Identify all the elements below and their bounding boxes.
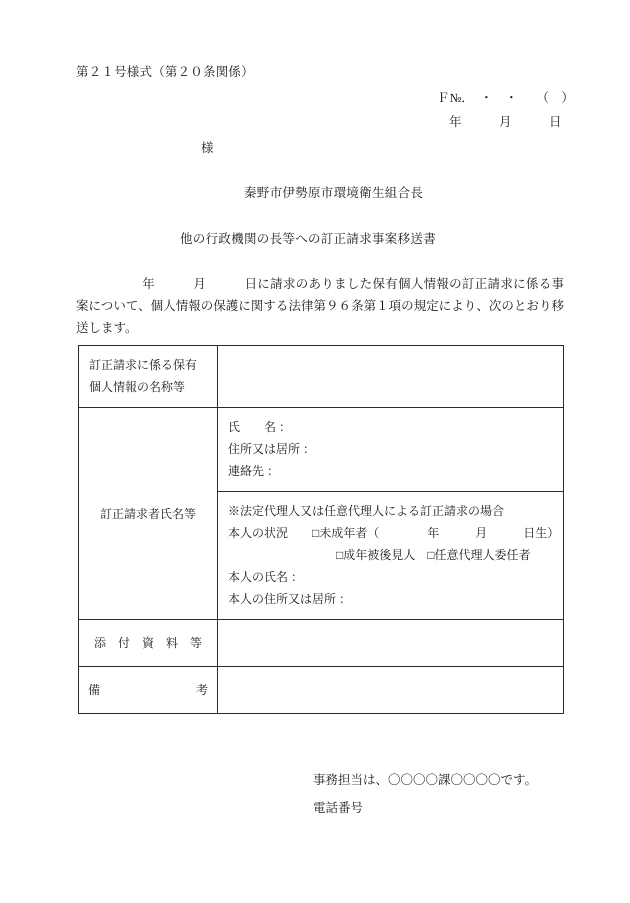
- footer-contact: 事務担当は、〇〇〇〇課〇〇〇〇です。: [313, 773, 538, 787]
- row-label-requester-text: 訂正請求者氏名等: [99, 506, 196, 521]
- footer-phone-label: 電話番号: [313, 801, 364, 815]
- requester-agent-block: [218, 492, 563, 619]
- table-row: [79, 667, 564, 714]
- row-value-remarks[interactable]: [218, 667, 564, 714]
- row-label-attachments-text: 添 付 資 料 等: [93, 636, 202, 650]
- document-title: 他の行政機関の長等への訂正請求事案移送書: [180, 232, 437, 246]
- principal-name-field: 本人の氏名 ：: [228, 570, 304, 584]
- date-line-top: 年 月 日: [449, 115, 562, 129]
- requester-phone-field: 連絡先 ：: [228, 464, 280, 478]
- row-value-subject-name[interactable]: [218, 346, 564, 408]
- table-row: [79, 346, 564, 408]
- row-value-subject-name-text: [218, 346, 563, 407]
- principal-status-guardian: □成年被後見人 □任意代理人委任者: [228, 548, 531, 562]
- body-paragraph-text: 年 月 日に請求のありました保有個人情報の訂正請求に係る事案について、個人情報の保護に関する法律第９６条第１項の規定により、次のとおり移送します。: [76, 277, 564, 335]
- row-value-requester-agent[interactable]: [218, 492, 564, 620]
- row-label-line1: 訂正請求に係る保有: [89, 358, 198, 372]
- row-value-attachments-text: [218, 620, 563, 661]
- issuer-name: 秦野市伊勢原市環境衛生組合長: [244, 186, 424, 200]
- principal-address-field: 本人の住所又は居所 ：: [228, 592, 352, 606]
- row-label-remarks: [79, 667, 218, 714]
- form-number: 第２１号様式（第２０条関係）: [76, 65, 254, 79]
- principal-status-minor: 本人の状況 □未成年者（ 年 月 日生）: [228, 526, 560, 540]
- table-row: [79, 620, 564, 667]
- form-table: [78, 345, 564, 714]
- requester-contact-block: [218, 408, 563, 491]
- row-label-requester: [79, 408, 218, 620]
- addressee-honorific: 様: [201, 141, 214, 155]
- agent-note: ※法定代理人又は任意代理人による訂正請求の場合: [228, 504, 505, 518]
- table-row: [79, 408, 564, 492]
- row-value-attachments[interactable]: [218, 620, 564, 667]
- row-label-line2: 個人情報の名称等: [89, 380, 186, 394]
- row-value-requester-contact[interactable]: [218, 408, 564, 492]
- file-number-line: Ｆ№． ・ ・ （ ）: [437, 91, 574, 105]
- row-label-subject-name: [79, 346, 218, 408]
- body-paragraph: [76, 273, 564, 339]
- requester-name-field: 氏 名 ：: [228, 420, 292, 434]
- row-value-remarks-text: [218, 667, 563, 708]
- requester-address-field: 住所又は居所 ：: [228, 442, 316, 456]
- row-label-attachments: [79, 620, 218, 667]
- row-label-remarks-text: 備 考: [87, 683, 208, 697]
